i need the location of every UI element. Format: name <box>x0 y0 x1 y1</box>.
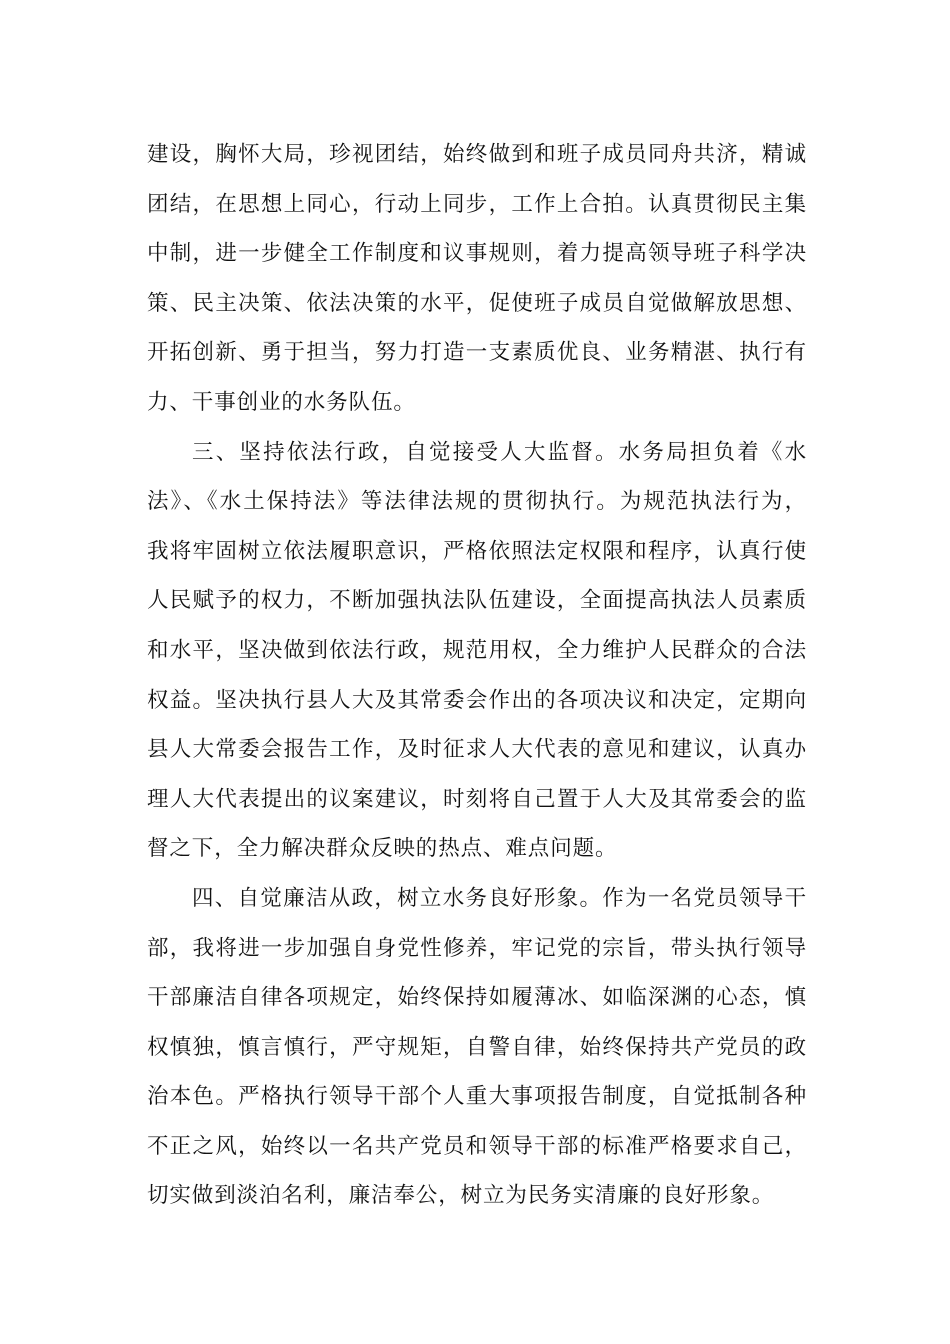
paragraph-3-line-6: 不正之风，始终以一名共产党员和领导干部的标准严格要求自己， <box>147 1133 807 1159</box>
paragraph-1-line-6: 力、干事创业的水务队伍。 <box>147 389 416 415</box>
paragraph-3-line-7: 切实做到淡泊名利，廉洁奉公，树立为民务实清廉的良好形象。 <box>147 1183 775 1209</box>
paragraph-2-line-1: 三、坚持依法行政，自觉接受人大监督。水务局担负着《水 <box>192 439 807 465</box>
paragraph-1-line-5: 开拓创新、勇于担当，努力打造一支素质优良、业务精湛、执行有 <box>147 340 807 366</box>
paragraph-2-line-2: 法》、《水土保持法》等法律法规的贯彻执行。为规范执法行为， <box>147 489 807 515</box>
paragraph-1-line-4: 策、民主决策、依法决策的水平，促使班子成员自觉做解放思想、 <box>147 290 807 316</box>
paragraph-3-line-4: 权慎独，慎言慎行，严守规矩，自警自律，始终保持共产党员的政 <box>147 1034 807 1060</box>
document-body <box>147 130 807 1221</box>
paragraph-2-line-8: 理人大代表提出的议案建议，时刻将自己置于人大及其常委会的监 <box>147 786 807 812</box>
paragraph-2-line-5: 和水平，坚决做到依法行政，规范用权，全力维护人民群众的合法 <box>147 637 807 663</box>
paragraph-2-line-4: 人民赋予的权力，不断加强执法队伍建设，全面提高执法人员素质 <box>147 588 807 614</box>
paragraph-3-line-5: 治本色。严格执行领导干部个人重大事项报告制度，自觉抵制各种 <box>147 1084 807 1110</box>
paragraph-2-line-6: 权益。坚决执行县人大及其常委会作出的各项决议和决定，定期向 <box>147 687 807 713</box>
paragraph-3-line-1: 四、自觉廉洁从政，树立水务良好形象。作为一名党员领导干 <box>192 885 807 911</box>
paragraph-2-line-7: 县人大常委会报告工作，及时征求人大代表的意见和建议，认真办 <box>147 737 807 763</box>
paragraph-3-line-2: 部，我将进一步加强自身党性修养，牢记党的宗旨，带头执行领导 <box>147 935 807 961</box>
paragraph-2-line-9: 督之下，全力解决群众反映的热点、难点问题。 <box>147 836 618 862</box>
paragraph-1-line-3: 中制，进一步健全工作制度和议事规则，着力提高领导班子科学决 <box>147 241 807 267</box>
paragraph-2-line-3: 我将牢固树立依法履职意识，严格依照法定权限和程序，认真行使 <box>147 538 807 564</box>
paragraph-1-line-2: 团结，在思想上同心，行动上同步，工作上合拍。认真贯彻民主集 <box>147 191 807 217</box>
paragraph-3-line-3: 干部廉洁自律各项规定，始终保持如履薄冰、如临深渊的心态，慎 <box>147 985 807 1011</box>
paragraph-1-line-1: 建设，胸怀大局，珍视团结，始终做到和班子成员同舟共济，精诚 <box>147 142 807 167</box>
